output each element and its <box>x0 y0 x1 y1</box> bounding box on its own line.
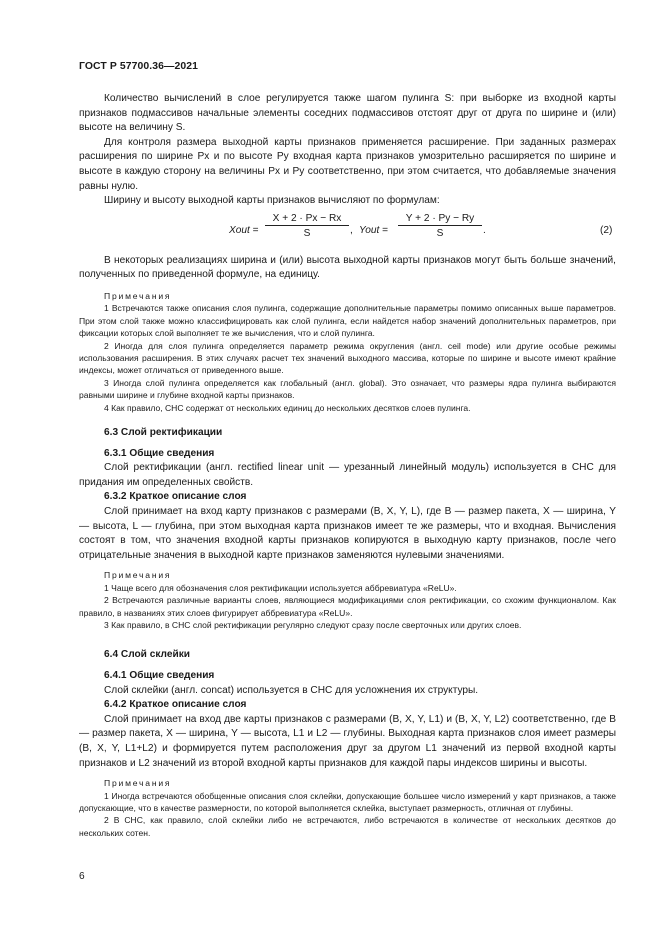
paragraph-relu-general: Слой ректификации (англ. rectified linear unit — урезанный линейный модуль) используется в СНС для придания им определенных свойств. <box>79 462 616 488</box>
note-item: 2 Встречаются различные варианты слоев, являющиеся модификациями слоя ректификации, со схожим функционалом. Как правило, в названиях этих слоев фигурирует аббревиатура «ReLU». <box>79 595 616 618</box>
formula-x-denominator: S <box>303 227 311 239</box>
note-item: 1 Встречаются также описания слоя пулинга, содержащие дополнительные параметры помимо описанных выше параметров. При этом слой также можно классифицировать как слой пулинга, если найдется набор значений дополнительных параметров, при фиксации которых слой выполняет те же вычисления, что и слой пулинга. <box>79 303 616 339</box>
formula-separator: , <box>350 224 353 236</box>
subsection-heading-6-4-1: 6.4.1 Общие сведения <box>104 669 215 681</box>
formula-xout: Xout = <box>229 224 259 236</box>
page-content <box>79 92 616 839</box>
note-item: 2 Иногда для слоя пулинга определяется параметр режима округления (англ. ceil mode) или другие особые режимы использования расширения. В этих случаях расчет тех значений выходного массива, которые по ширине и высоте имеют крайние индексы, может отличаться от приведенного выше. <box>79 340 616 376</box>
formula-y-numerator: Y + 2 · Py − Ry <box>398 213 482 226</box>
formula-yout: Yout = <box>359 224 389 236</box>
paragraph-concat-general: Слой склейки (англ. concat) используется в СНС для усложнения их структуры. <box>104 684 479 696</box>
formula-y-denominator: S <box>436 227 444 239</box>
paragraph-padding: Для контроля размера выходной карты признаков применяется расширение. При заданных размерах расширения по ширине Px и по высоте Py входная карта признаков умозрительно расширяется по ширине и высоте в каждую сторону на величины Px и Py соответственно, при этом считается, что добавляемые значения равны нулю. <box>79 136 616 192</box>
paragraph-formula-intro: Ширину и высоту выходной карты признаков вычисляют по формулам: <box>104 195 440 207</box>
page-number: 6 <box>79 871 85 882</box>
paragraph-pooling-stride: Количество вычислений в слое регулируется также шагом пулинга S: при выборке из входной карты признаков подмассивов начальные элементы соседних подмассивов отстоят друг от друга по ширине и (или) высоте на величину S. <box>79 93 616 134</box>
section-heading-6-4: 6.4 Слой склейки <box>104 649 190 661</box>
subsection-heading-6-3-1: 6.3.1 Общие сведения <box>104 447 215 459</box>
subsection-heading-6-3-2: 6.3.2 Краткое описание слоя <box>104 491 247 503</box>
notes-title: Примечания <box>104 290 172 301</box>
standard-header: ГОСТ Р 57700.36—2021 <box>79 61 198 72</box>
paragraph-relu-description: Слой принимает на вход карту признаков с размерами (B, X, Y, L), где B — размер пакета, X — ширина, Y — высота, L — глубина, при этом выходная карта признаков имеет те же размеры, что и входная. Вычисления состоят в том, что значения входной карты признаков копируются в выходную карту признаков, после чего отрицательные значения в выходной карте признаков заменяются нулевыми значениями. <box>79 505 616 561</box>
note-item: 3 Иногда слой пулинга определяется как глобальный (англ. global). Это означает, что размеры ядра пулинга выбираются равными ширине и глубине входной карты признаков. <box>79 377 616 401</box>
note-item: 1 Чаще всего для обозначения слоя ректификации используется аббревиатура «ReLU». <box>104 582 457 593</box>
note-item: 3 Как правило, в СНС слой ректификации регулярно следуют сразу после сверточных или других слоев. <box>104 619 522 630</box>
paragraph-concat-description: Слой принимает на вход две карты признаков с размерами (B, X, Y, L1) и (B, X, Y, L2) соответственно, где B — размер пакета, X — ширина, Y — высота, L1 и L2 — глубины. Выходная карта признаков слоя имеет размеры (B, X, Y, L1+L2) и формируется путем расположения друг за другом L1 значений из первой входной карты признаков и L2 значений из второй входной карты признаков для каждой пары индексов ширины и высоты. <box>79 713 616 769</box>
formula-y-fraction <box>398 213 482 239</box>
formula-x-numerator: X + 2 · Px − Rx <box>265 213 349 226</box>
note-item: 4 Как правило, СНС содержат от нескольких единиц до нескольких десятков слоев пулинга. <box>104 402 471 413</box>
formula-output-size: Xout = $\frac{X + 2 \cdot Px - Rx}{S}$ , Yout = $\frac{Y + 2 \cdot Py - Ry}{S}$ . (2) <box>229 212 613 239</box>
notes-title: Примечания <box>104 778 172 789</box>
paragraph-size-note: В некоторых реализациях ширина и (или) высота выходной карты признаков могут быть больше значений, полученных по приведенной формуле, на единицу. <box>79 254 616 281</box>
section-heading-6-3: 6.3 Слой ректификации <box>104 427 223 438</box>
subsection-heading-6-4-2: 6.4.2 Краткое описание слоя <box>104 699 247 711</box>
formula-x-fraction <box>265 213 349 239</box>
note-item: 2 В СНС, как правило, слой склейки либо не встречаются, либо встречаются в количестве от нескольких десятков до нескольких сотен. <box>79 815 616 838</box>
note-item: 1 Иногда встречаются обобщенные описания слоя склейки, допускающие большее число измерений у карт признаков, а также допускающие, что в качестве размерности, по которой выполняется склейка, выступает размерность, отличная от глубины. <box>79 790 616 813</box>
notes-title: Примечания <box>104 570 172 581</box>
formula-number: (2) <box>600 224 613 236</box>
